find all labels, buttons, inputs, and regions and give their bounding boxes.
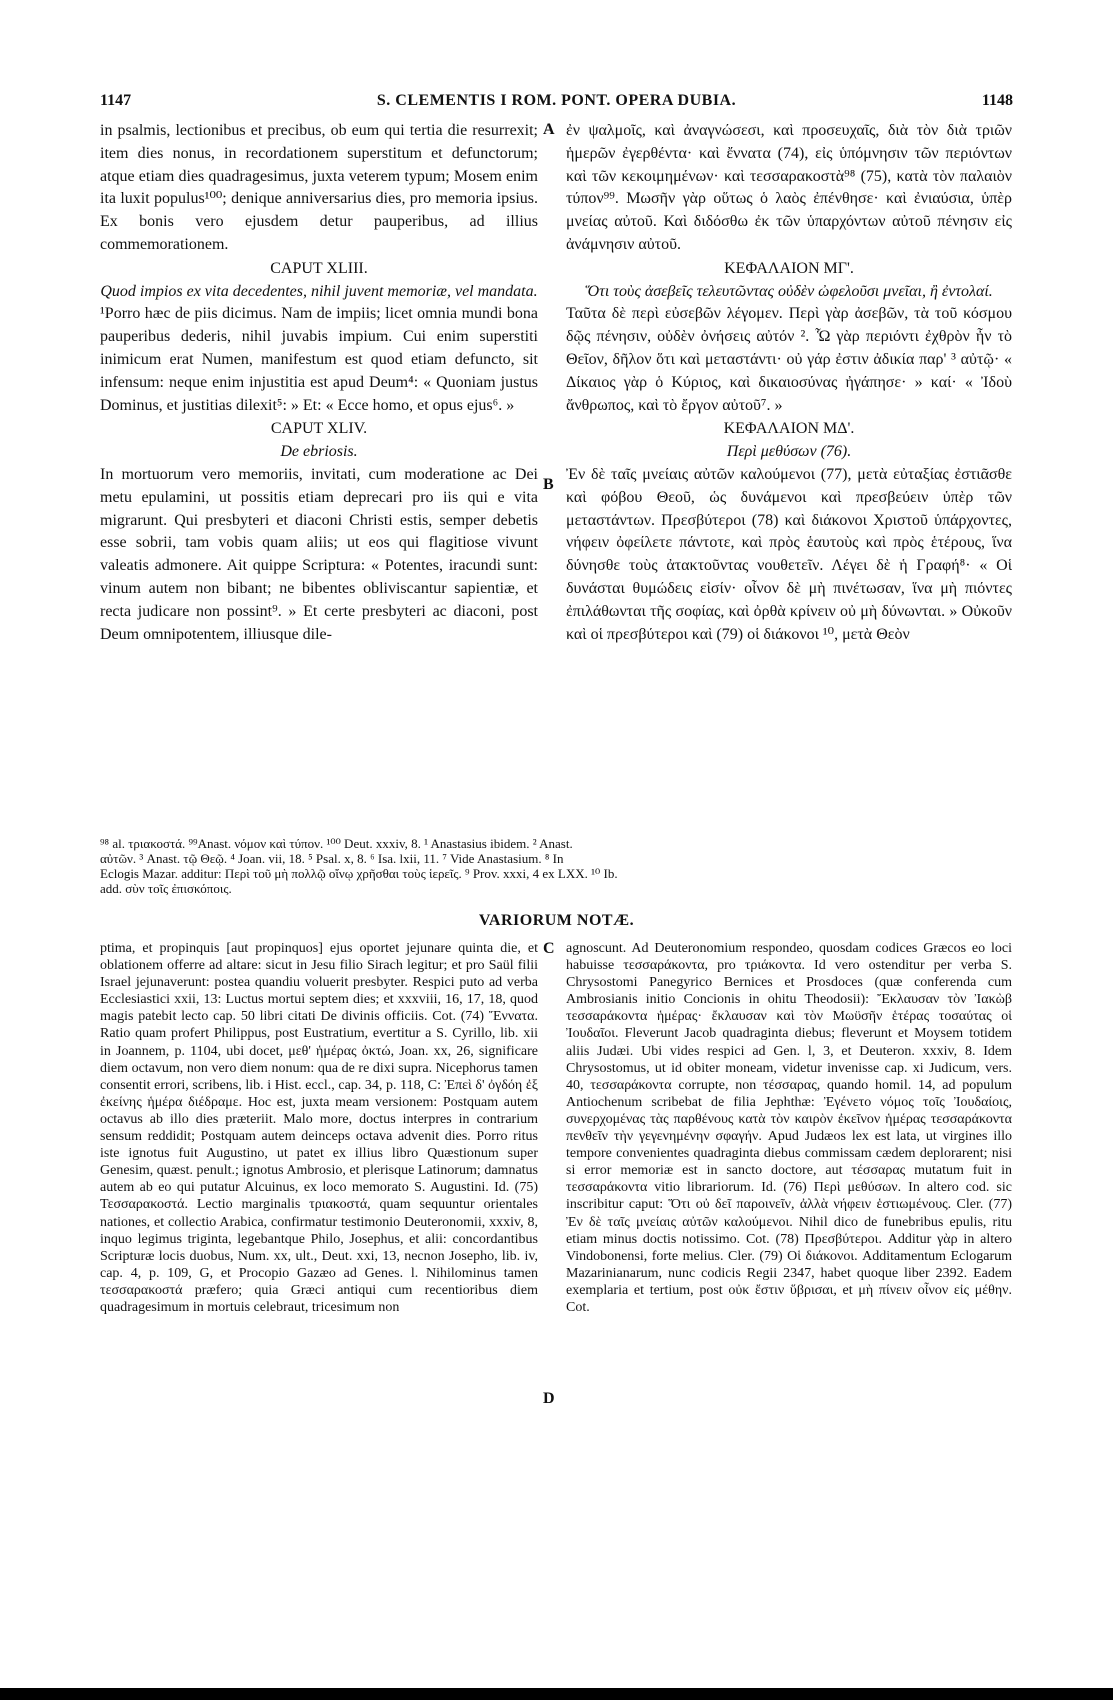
latin-paragraph: In mortuorum vero memoriis, invitati, cum moderatione ac Dei metu epulamini, ut possitis etiam deprecari pro iis qui e vita migrarunt. Qui presbyteri et diaconi Christi estis, semper debetis esse sobrii, tam vobis quam aliis; ut eos qui flagitiose vivunt valeatis admonere. Ait quippe Scriptura: « Potentes, iracundi sunt: vinum autem non bibant; ne bibentes obliviscantur sapientiæ, et recta judicare non possint⁹. » Et certe presbyteri ac diaconi, post Deum omnipotentem, illiusque dile- (100, 465, 538, 643)
caput-heading: CAPUT XLIV. (270, 420, 368, 438)
variorum-notes: agnoscunt. Ad Deuteronomium respondeo, quosdam codices Græcos eo loci habuisse τεσσαράκοντα, pro τριάκοντα. Id vero ostenditur per verba S. Chrysostomi Panegyrico Bernices et Prosdoces (quæ conferenda cum Ambrosianis initio Concionis in ohitu Theodosii): Ἔκλαυσαν τὸν Ἰακὼβ τεσσαράκοντα ἡμέρας· ἔκλαυσαν καὶ τὸν Μωϋσῆν ἑτέρας τοσαύτας οἱ Ἰουδαῖοι. Fleverunt Jacob quadraginta diebus; fleverunt et Moysem totidem aliis Judæi. Ubi vides respici ad Gen. l, 3, et Deuteron. xxxiv, 8. Idem Chrysostomus, ut id obiter moneam, videtur invenisse cap. xi Judicum, vers. 40, τεσσαράκοντα corrupte, non τέσσαρας, quando homil. 14, ad populum Antiochenum scribebat de filia Jephthæ: Ἐγένετο νόμος τοῖς Ἰουδαίοις, συνερχομένας τὰς παρθένους κατὰ τὸν καιρὸν ἐκεῖνον ἡμέρας τεσσαράκοντα πενθεῖν τὴν γεγενημένην σφαγήν. Apud Judæos lex est lata, ut virgines illo tempore convenientes quadraginta diebus commissam cædem deplorarent; nisi si error memoriæ est in sancto doctore, aut τέσσαρας mutatum fuit in τεσσαράκοντα vitio librariorum. Id. (76) Περὶ μεθύσων. In altero cod. sic inscribitur caput: Ὅτι οὐ δεῖ παροινεῖν, ἀλλὰ νήφειν ἑστιωμένους. Cler. (77) Ἐν δὲ ταῖς μνείαις αὐτῶν καλούμενοι. Nihil dico de funebribus epulis, ritu etiam minus doctis notissimo. Cot. (78) Πρεσβύτεροι. Additur γὰρ in altero Vindobonensi, forte melius. Cler. (79) Οἱ διάκονοι. Additamentum Eclogarum Mazarinianarum, nunc codicis Regii 2347, habet quoque liber 2392. Eadem exemplaria et tertium, post οὐκ ἔστιν ὕβρισαι, et μὴ πίνειν οἶνον εἰς μέθην. Cot. (566, 941, 1012, 1315)
margin-marker-b: B (543, 476, 554, 493)
kephalaion-subtitle: Περὶ μεθύσων (76). (726, 443, 852, 461)
latin-column (100, 120, 538, 646)
footnote-line: Eclogis Mazar. additur: Περὶ τοῦ μὴ πολλῷ οἴνῳ χρῆσθαι τοὺς ἱερεῖς. ⁹ Prov. xxxi, 4 ex LXX. ¹⁰ Ib. (100, 866, 618, 881)
caput-heading: CAPUT XLIII. (270, 259, 368, 277)
left-page-number: 1147 (100, 92, 132, 109)
greek-paragraph: ἐν ψαλμοῖς, καὶ ἀναγνώσεσι, καὶ προσευχαῖς, διὰ τὸν διὰ τριῶν ἡμερῶν ἐγερθέντα· καὶ ἔννατα (74), εἰς ὑπόμνησιν τῶν περιόντων καὶ τῶν κεκοιμημένων· καὶ τεσσαρακοστὰ⁹⁸ (75), κατὰ τὸν παλαιὸν τύπον⁹⁹. Μωσῆν γὰρ οὕτως ὁ λαὸς ἐπένθησε· καὶ ἐνιαύσια, ὑπὲρ μνείας αὐτοῦ. Καὶ διδόσθω ἐκ τῶν ὑπαρχόντων αὐτοῦ πένησιν εἰς ἀνάμνησιν αὐτοῦ. (566, 122, 1012, 253)
footnote-line: ⁹⁸ al. τριακοστά. ⁹⁹Anast. νόμον καὶ τύπον. ¹⁰⁰ Deut. xxxiv, 8. ¹ Anastasius ibidem. ² Anast. (100, 836, 573, 851)
greek-paragraph: Ἐν δὲ ταῖς μνείαις αὐτῶν καλούμενοι (77), μετὰ εὐταξίας ἐστιᾶσθε καὶ φόβου Θεοῦ, ὡς δυνάμενοι καὶ πρεσβεύειν ὑπὲρ τῶν μεταστάντων. Πρεσβύτεροι (78) καὶ διάκονοι Χριστοῦ ὑπάρχοντες, νήφειν ὀφείλετε πάντοτε, καὶ πρὸς ἑαυτοὺς καὶ πρὸς ἑτέρους, ἵνα δύνησθε τοὺς ἀτακτοῦντας νουθετεῖν. Λέγει δὲ ἡ Γραφή⁸· « Οἱ δυνάσται θυμώδεις εἰσίν· οἶνον δὲ μὴ πινέτωσαν, ἵνα μὴ πιόντες ἐπιλάθωνται τῆς σοφίας, καὶ ὀρθὰ κρίνειν οὐ μὴ δύνωνται. » Οὐκοῦν καὶ οἱ πρεσβύτεροι καὶ (79) οἱ διάκονοι ¹⁰, μετὰ Θεὸν (566, 465, 1012, 643)
kephalaion-heading: ΚΕΦΑΛΑΙΟΝ ΜΓ'. (724, 259, 854, 277)
running-title: S. CLEMENTIS I ROM. PONT. OPERA DUBIA. (376, 92, 737, 109)
margin-marker-a: A (543, 121, 555, 138)
margin-marker-d: D (543, 1390, 555, 1407)
variorum-right-column (566, 940, 1012, 1316)
footnote-line: add. σὺν τοῖς ἐπισκόποις. (100, 881, 232, 896)
variorum-left-column (100, 940, 538, 1316)
footnotes (100, 836, 1012, 896)
greek-paragraph: Ταῦτα δὲ περὶ εὐσεβῶν λέγομεν. Περὶ γὰρ ἀσεβῶν, τὰ τοῦ κόσμου δῷς πένησιν, οὐδὲν ὀνήσεις αὐτόν ². Ὧ γὰρ περιόντι ἐχθρὸν ἦν τὸ Θεῖον, δῆλον ὅτι καὶ μεταστάντι· οὐ γάρ ἐστιν ἀδικία παρ' ³ αὐτῷ· « Δίκαιος γὰρ ὁ Κύριος, καὶ δικαιοσύνας ἠγάπησε· » καί· « Ἰδοὺ ἄνθρωπος, καὶ τὸ ἔργον αὐτοῦ⁷. » (566, 305, 1012, 414)
margin-marker-c: C (543, 940, 555, 957)
running-header (100, 92, 1013, 116)
variorum-title: VARIORUM NOTÆ. (478, 912, 635, 929)
greek-column (566, 120, 1012, 646)
scan-bottom-edge (0, 1688, 1113, 1700)
variorum-notes: ptima, et propinquis [aut propinquos] ejus oportet jejunare quinta die, et oblationem offerre ad altare: sicut in Jesu filio Sirach legitur; et pro Saül filii Israel jejunaverunt: postea quandiu voluerit presbyter. Respici puto ad verba Ecclesiastici xxii, 13: Luctus mortui septem dies; et xxxviii, 16, 17, 18, quod magis patebit lecto cap. 50 libri citati De divinis officiis. Cot. (74) Ἔννατα. Ratio quam profert Philippus, post Eustratium, evertitur a S. Cyrillo, lib. xii in Joannem, p. 1104, ubi docet, μεθ' ἡμέρας ὀκτώ, Joan. xx, 26, significare diem octavum, non vero diem nonum: qua de re dixi supra. Nicephorus tamen consentit errori, scribens, lib. i Hist. eccl., cap. 34, p. 118, C: Ἐπεὶ δ' ὀγδόη ἐξ ἐκείνης ἡμέρα διέδραμε. Hoc est, juxta meam versionem: Postquam autem octavus ab illo dies præteriit. Malo more, doctus interpres in contrarium sensum reddidit; Postquam autem deinceps octava advenit dies. Porro ritus iste ignotus fuit Augustino, ut patet ex illius libro Quæstionum super Genesim, quæst. penult.; ignotus Ambrosio, et plerisque Latinorum; damnatus autem ab eo qui putatur Alcuinus, ex loco memorato S. Augustini. Id. (75) Τεσσαρακοστά. Lectio marginalis τριακοστά, quam sequuntur orientales nationes, et collectio Arabica, confirmatur testimonio Deuteronomii, xxxiv, 8, inquo legimus triginta, legebantque Philo, Josephus, et alii: concordantibus Scripturæ locis duobus, Num. xx, ult., Deut. xxi, 13, necnon Josepho, lib. iv, cap. 4, p. 109, G, et Procopio Gazæo ad Genes. l. Nihilominus tamen τεσσαρακοστά præfero; quia Græci antiqui cum recentioribus diem quadragesimum in mortuis celebraut, tricesimum non (100, 941, 538, 1315)
kephalaion-subtitle: Ὅτι τοὺς ἀσεβεῖς τελευτῶντας οὐδὲν ὠφελοῦσι μνεῖαι, ἢ ἐντολαί. (585, 282, 993, 300)
footnote-line: αὐτῶν. ³ Anast. τῷ Θεῷ. ⁴ Joan. vii, 18. ⁵ Psal. x, 8. ⁶ Isa. lxii, 11. ⁷ Vide Anastasium. ⁸ In (100, 851, 564, 866)
caput-subtitle: Quod impios ex vita decedentes, nihil juvent memoriæ, vel mandata. (100, 282, 538, 300)
caput-subtitle: De ebriosis. (280, 443, 358, 461)
latin-paragraph: ¹Porro hæc de piis dicimus. Nam de impiis; licet omnia mundi bona pauperibus dederis, nihil juvabis impium. Cui enim superstiti inimicum erat Numen, manifestum est quod etiam defuncto, sit infensum: neque enim injustitia est apud Deum⁴: « Quoniam justus Dominus, et justitias dilexit⁵: » Et: « Ecce homo, et opus ejus⁶. » (100, 305, 538, 414)
right-page-number: 1148 (981, 92, 1013, 109)
latin-paragraph: in psalmis, lectionibus et precibus, ob eum qui tertia die resurrexit; item dies nonus, in recordationem superstitum et defunctorum; atque etiam dies quadragesimus, juxta veterem typum; Mosem enim ita luxit populus¹⁰⁰; denique anniversarius dies, pro memoria ipsius. Ex bonis vero ejusdem detur pauperibus, ad illius commemorationem. (100, 122, 538, 253)
kephalaion-heading: ΚΕΦΑΛΑΙΟΝ ΜΔ'. (723, 420, 855, 438)
